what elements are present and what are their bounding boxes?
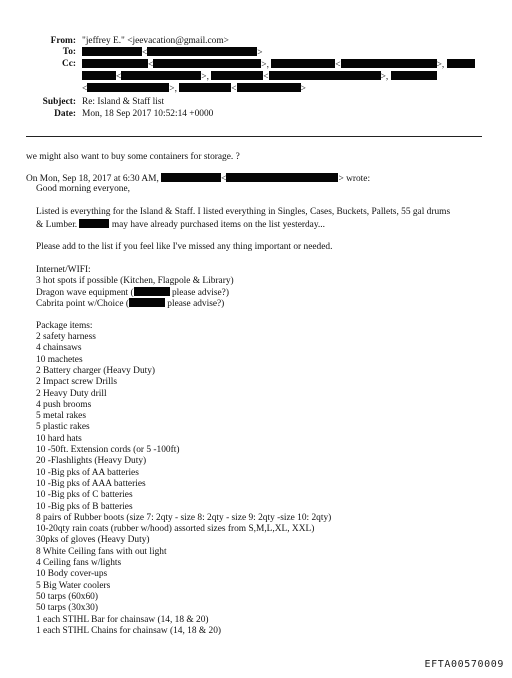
redaction — [87, 83, 169, 92]
list-item: 20 -Flashlights (Heavy Duty) — [36, 456, 147, 467]
package-heading: Package items: — [36, 321, 93, 331]
list-item: 30pks of gloves (Heavy Duty) — [36, 535, 150, 546]
redaction — [269, 71, 381, 80]
redaction — [447, 59, 475, 68]
para1-line2 — [36, 219, 325, 231]
date-label: Date: — [54, 109, 76, 119]
redaction — [341, 59, 437, 68]
list-item: 50 tarps (60x60) — [36, 591, 98, 602]
quote-intro-prefix: On Mon, Sep 18, 2017 at 6:30 AM, — [26, 174, 159, 184]
list-item: 1 each STIHL Bar for chainsaw (14, 18 & 20) — [36, 614, 209, 625]
date-row — [0, 109, 512, 120]
list-item: 4 push brooms — [36, 399, 92, 410]
list-item: 4 chainsaws — [36, 343, 82, 354]
internet-line-1: 3 hot spots if possible (Kitchen, Flagpole & Library) — [36, 276, 234, 286]
from-value: "jeffrey E." <jeevacation@gmail.com> — [82, 36, 229, 46]
para1-line2-prefix: & Lumber. — [36, 220, 78, 230]
redaction — [211, 71, 263, 80]
list-item: 2 safety harness — [36, 332, 96, 342]
list-item: 10 -Big pks of B batteries — [36, 501, 133, 512]
cc-value-1: < >, < >, — [82, 59, 475, 71]
header-divider — [26, 136, 482, 137]
redaction — [226, 173, 338, 182]
list-item: 2 Battery charger (Heavy Duty) — [36, 365, 156, 376]
subject-row — [0, 97, 512, 108]
list-item: 5 metal rakes — [36, 411, 86, 422]
from-row — [0, 36, 512, 47]
redaction — [271, 59, 335, 68]
list-item: 8 pairs of Rubber boots (size 7: 2qty - size 8: 2qty - size 9: 2qty -size 10: 2qty) — [36, 512, 332, 523]
to-value: < > — [82, 47, 263, 59]
list-item: 10 -Big pks of AA batteries — [36, 467, 139, 478]
redaction — [134, 287, 170, 296]
internet-line-3-prefix: Cabrita point w/Choice ( — [36, 299, 129, 309]
redaction — [82, 47, 142, 56]
list-item: 10-20qty rain coats (rubber w/hood) assorted sizes from S,M,L,XL, XXL) — [36, 524, 315, 535]
para1-line2-suffix: may have already purchased items on the list yesterday... — [111, 220, 325, 230]
to-row — [0, 47, 512, 58]
list-item: 10 -Big pks of C batteries — [36, 490, 133, 501]
para1-line1: Listed is everything for the Island & Staff. I listed everything in Singles, Cases, Buckets, Pallets, 55 gal drums — [36, 207, 451, 217]
redaction — [153, 59, 261, 68]
list-item: 2 Impact screw Drills — [36, 377, 117, 388]
cc-value-2: < >, < >, — [82, 71, 437, 83]
para2: Please add to the list if you feel like I've missed any thing important or needed. — [36, 242, 333, 252]
from-label: From: — [50, 36, 76, 46]
list-item: 5 Big Water coolers — [36, 580, 111, 591]
internet-line-2-prefix: Dragon wave equipment ( — [36, 288, 134, 298]
quote-intro: On Mon, Sep 18, 2017 at 6:30 AM, < > wrote: — [26, 174, 371, 184]
internet-line-2-suffix: please advise?) — [171, 288, 229, 298]
list-item: 10 hard hats — [36, 433, 82, 444]
list-item: 8 White Ceiling fans with out light — [36, 546, 167, 557]
redaction — [391, 71, 437, 80]
list-item: 4 Ceiling fans w/lights — [36, 558, 122, 568]
subject-value: Re: Island & Staff list — [82, 97, 165, 107]
reply-line: we might also want to buy some containers for storage. ? — [26, 152, 240, 162]
redaction — [79, 219, 109, 228]
quote-intro-suffix: > wrote: — [338, 174, 371, 184]
list-item: 1 each STIHL Chains for chainsaw (14, 18 & 20) — [36, 625, 222, 636]
cc-row-3 — [0, 83, 512, 94]
redaction — [147, 47, 257, 56]
redaction — [237, 83, 301, 92]
list-item: 2 Heavy Duty drill — [36, 388, 107, 399]
redaction — [82, 59, 148, 68]
list-item: 50 tarps (30x30) — [36, 603, 98, 614]
greeting: Good morning everyone, — [36, 184, 130, 194]
redaction — [179, 83, 231, 92]
list-item: 10 -50ft. Extension cords (or 5 -100ft) — [36, 445, 180, 455]
redaction — [82, 71, 116, 80]
internet-line-3 — [36, 298, 224, 310]
cc-label: Cc: — [61, 59, 76, 69]
to-label: To: — [62, 47, 76, 57]
cc-row-2 — [0, 71, 512, 82]
redaction — [121, 71, 201, 80]
list-item: 5 plastic rakes — [36, 422, 90, 433]
internet-line-3-suffix: please advise?) — [167, 299, 225, 309]
bates-number: EFTA00570009 — [424, 658, 504, 670]
internet-heading: Internet/WIFI: — [36, 265, 91, 275]
date-value: Mon, 18 Sep 2017 10:52:14 +0000 — [82, 109, 214, 119]
cc-row — [0, 59, 512, 70]
list-item: 10 -Big pks of AAA batteries — [36, 478, 146, 489]
cc-value-3: < >, < > — [82, 84, 306, 94]
list-item: 10 Body cover-ups — [36, 569, 108, 580]
redaction — [161, 173, 221, 182]
subject-label: Subject: — [42, 97, 76, 107]
list-item: 10 machetes — [36, 354, 83, 365]
redaction — [129, 298, 165, 307]
